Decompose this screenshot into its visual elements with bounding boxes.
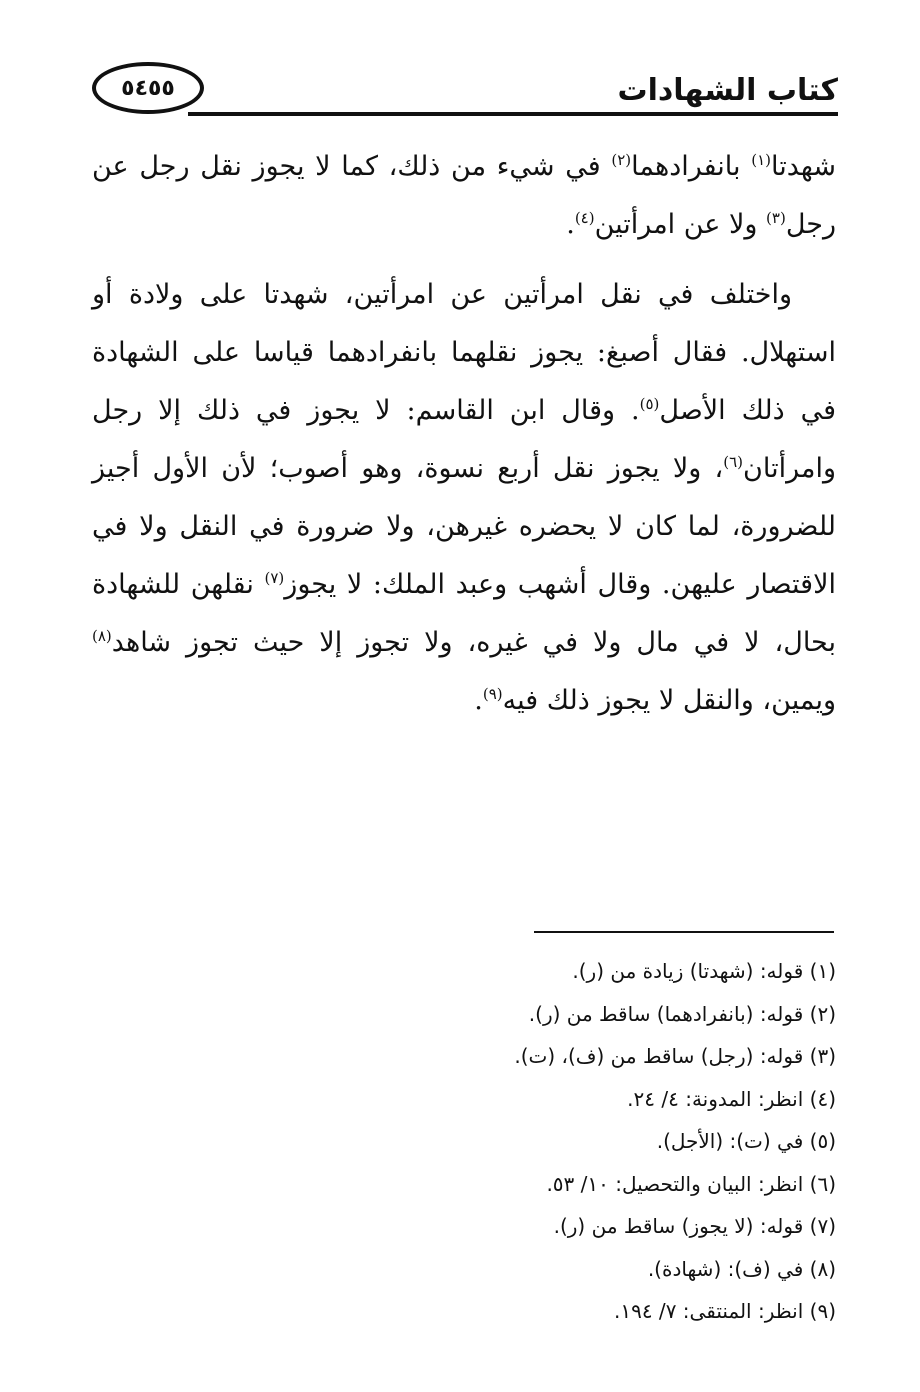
- paragraph-2: [92, 266, 836, 730]
- footnote-4: (٤) انظر: المدونة: ٤/ ٢٤.: [627, 1086, 836, 1111]
- text-segment: ولا عن امرأتين: [594, 209, 767, 240]
- footnote-3: (٣) قوله: (رجل) ساقط من (ف)، (ت).: [514, 1044, 836, 1068]
- footnote-6: (٦) انظر: البيان والتحصيل: ١٠/ ٥٣.: [546, 1171, 836, 1196]
- footnote-ref-9: (٩): [482, 685, 503, 703]
- text-segment: .: [474, 685, 483, 716]
- text-segment: بانفرادهما: [631, 151, 752, 182]
- footnotes: [92, 950, 836, 1333]
- main-text: [92, 138, 836, 730]
- footnote-5: (٥) في (ت): (الأجل).: [656, 1129, 836, 1153]
- page-header: [92, 58, 838, 122]
- text-segment: ، ولا يجوز نقل أربع نسوة، وهو أصوب؛ لأن الأول أجيز للضرورة، لما كان لا يحضره غيرهن، ولا ضرورة في النقل ولا في الاقتصار عليهن. وقال أشهب وعبد الملك: لا يجوز: [92, 453, 836, 600]
- text-segment: .: [566, 209, 575, 240]
- page-number: ٥٤٥٥: [121, 75, 175, 101]
- footnote-8: (٨) في (ف): (شهادة).: [647, 1256, 836, 1281]
- text-segment: نقلهن للشهادة بحال، لا في مال ولا في غيره، ولا تجوز إلا حيث تجوز شاهد: [92, 569, 836, 658]
- footnote-2: (٢) قوله: (بانفرادهما) ساقط من (ر).: [528, 1001, 836, 1026]
- footnote-ref-2: (٢): [611, 151, 632, 169]
- text-segment: ويمين، والنقل لا يجوز ذلك فيه: [502, 685, 836, 716]
- text-segment: شهدتا: [771, 151, 836, 182]
- footnote-separator: [534, 931, 834, 933]
- footnote-1: (١) قوله: (شهدتا) زيادة من (ر).: [572, 959, 836, 983]
- footnote-ref-4: (٤): [574, 209, 595, 227]
- footnote-7: (٧) قوله: (لا يجوز) ساقط من (ر).: [553, 1214, 836, 1238]
- text-segment: في شيء من ذلك، كما لا يجوز نقل رجل عن رجل: [92, 151, 836, 240]
- text-segment: واختلف في نقل امرأتين عن امرأتين، شهدتا على ولادة أو استهلال. فقال أصبغ: يجوز نقلهما بانفرادهما قياسا على الشهادة في ذلك الأصل: [92, 279, 836, 426]
- footnote-ref-8: (٨): [92, 627, 112, 645]
- paragraph-1: [92, 138, 836, 254]
- page-number-badge: [92, 62, 204, 114]
- footnote-ref-6: (٦): [723, 453, 744, 471]
- text-segment: . وقال ابن القاسم: لا يجوز في ذلك إلا رجل وامرأتان: [92, 395, 836, 484]
- chapter-title: كتاب الشهادات: [617, 73, 838, 108]
- header-rule: [188, 112, 838, 116]
- footnote-ref-5: (٥): [639, 395, 660, 413]
- footnote-ref-3: (٣): [766, 209, 786, 227]
- footnote-9: (٩) انظر: المنتقى: ٧/ ١٩٤.: [613, 1299, 836, 1323]
- footnote-ref-7: (٧): [264, 569, 285, 587]
- footnote-ref-1: (١): [751, 151, 772, 169]
